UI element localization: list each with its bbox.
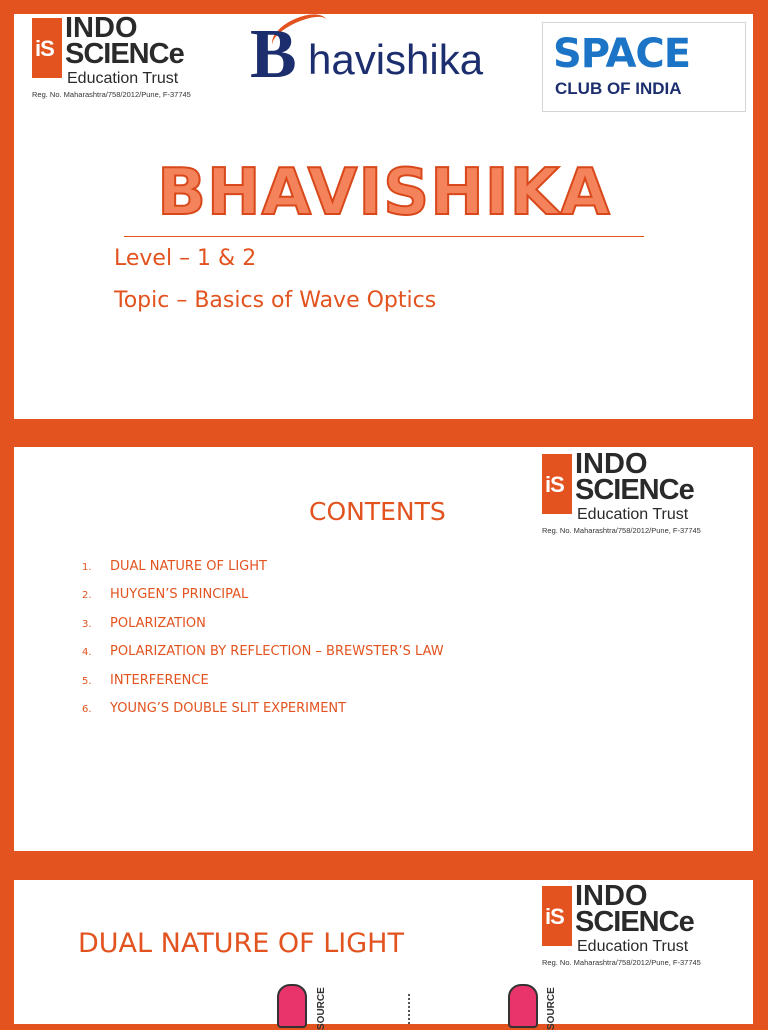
source-label: SOURCE: [546, 987, 557, 1030]
topic-text: Topic – Basics of Wave Optics: [114, 288, 437, 313]
light-ray: [408, 994, 414, 1024]
indo-science-logo: iS INDO SCIENCe Education Trust Reg. No. Maharashtra/758/2012/Pune, F-37745: [542, 448, 701, 535]
source-label: SOURCE: [316, 987, 327, 1030]
title-divider: [124, 236, 644, 237]
list-item: 5. INTERFERENCE: [82, 672, 209, 688]
is-badge: iS: [32, 18, 62, 78]
slide-title: BHAVISHIKA: [157, 156, 611, 230]
list-item: 1. DUAL NATURE OF LIGHT: [82, 559, 267, 574]
indo-science-logo: iS INDO SCIENCe Education Trust Reg. No. Maharashtra/758/2012/Pune, F-37745: [542, 880, 701, 967]
dual-nature-heading: DUAL NATURE OF LIGHT: [78, 928, 404, 959]
list-item: 3. POLARIZATION: [82, 615, 206, 631]
is-badge: iS: [542, 454, 572, 514]
space-club-logo: SPACE CLUB OF INDIA: [542, 22, 746, 112]
is-badge: iS: [542, 886, 572, 946]
level-text: Level – 1 & 2: [114, 246, 257, 271]
contents-heading: CONTENTS: [309, 497, 446, 526]
list-item: 2. HUYGEN’S PRINCIPAL: [82, 587, 249, 603]
list-item: 4. POLARIZATION BY REFLECTION – BREWSTER’S LAW: [82, 644, 444, 660]
contents-list: [82, 559, 444, 729]
indo-science-logo: iS INDO SCIENCe Education Trust Reg. No. Maharashtra/758/2012/Pune, F-37745: [32, 12, 191, 99]
bhavishika-logo: B havishika: [250, 16, 530, 96]
torch-icon: [508, 984, 538, 1028]
torch-icon: [277, 984, 307, 1028]
list-item: 6. YOUNG’S DOUBLE SLIT EXPERIMENT: [82, 700, 347, 716]
